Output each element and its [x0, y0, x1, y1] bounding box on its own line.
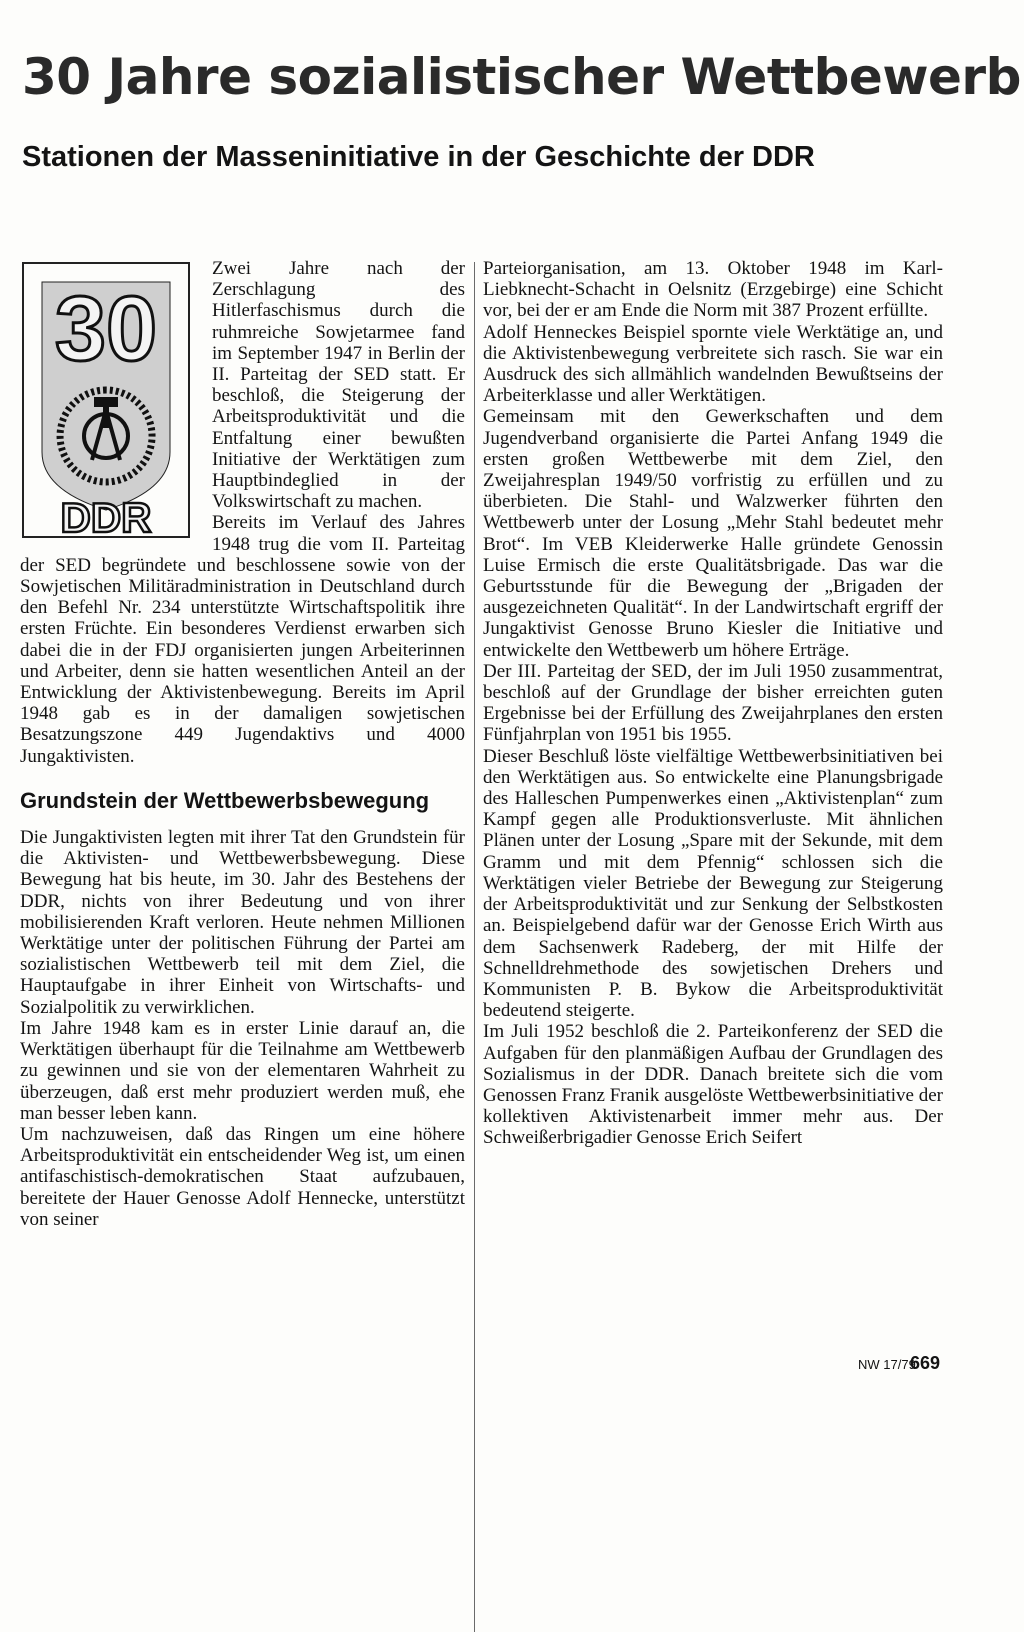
- body-paragraph: Im Jahre 1948 kam es in erster Linie darauf an, die Werktätigen überhaupt für die Teilnahme am Wettbewerb zu gewinnen und sie von der elementaren Wahrheit zu überzeugen, daß erst mehr produziert werden muß, ehe man besser leben kann.: [20, 1017, 465, 1124]
- emblem-number: 30: [54, 278, 158, 380]
- body-paragraph: Dieser Beschluß löste vielfältige Wettbewerbsinitiativen bei den Werktätigen aus. So entwickelte eine Planungsbrigade des Halleschen Pumpenwerkes einen „Aktivistenplan“ zum Kampf gegen alle Produktionsverluste. Mit ähnlichen Plänen unter der Losung „Spare mit der Sekunde, mit dem Gramm und mit dem Pfennig“ schlossen sich die Werktätigen vieler Betriebe der Bewegung zur Steigerung der Arbeitsproduktivität und zur Senkung der Selbstkosten an. Beispielgebend dafür war der Genosse Erich Wirth aus dem Sachsenwerk Radeberg, der mit Hilfe der Schnelldrehmethode des sowjetischen Drehers und Kommunisten P. B. Bykow die Arbeitsproduktivität bedeutend steigerte.: [483, 745, 943, 1022]
- left-column: [20, 258, 465, 1230]
- body-paragraph: Die Jungaktivisten legten mit ihrer Tat den Grundstein für die Aktivisten- und Wettbewerbsbewegung. Diese Bewegung hat bis heute, im 30. Jahr des Bestehens der DDR, nichts von ihrer Bedeutung und von ihrer mobilisierenden Kraft verloren. Heute nehmen Millionen Werktätige unter der politischen Führung der Partei am sozialistischen Wettbewerb teil mit dem Ziel, die Hauptaufgabe in ihrer Einheit von Wirtschafts- und Sozialpolitik zu verwirklichen.: [20, 827, 465, 1018]
- column-divider: [474, 262, 475, 1632]
- intro-paragraph: Zwei Jahre nach der Zerschlagung des Hitlerfaschismus durch die ruhmreiche Sowjetarmee fand im September 1947 in Berlin der II. Parteitag der SED statt. Er beschloß, die Steigerung der Arbeitsproduktivität und die Entfaltung einer bewußten Initiative der Werktätigen zum Hauptbindeglied in der Volkswirtschaft zu machen.: [212, 258, 465, 513]
- ddr-30-emblem: [20, 260, 192, 540]
- body-paragraph: Parteiorganisation, am 13. Oktober 1948 im Karl-Liebknecht-Schacht in Oelsnitz (Erzgebirge) eine Schicht vor, bei der er am Ende die Norm mit 387 Prozent erfüllte.: [483, 258, 943, 322]
- issue-reference: NW 17/79: [858, 1357, 916, 1372]
- section-heading: Grundstein der Wettbewerbsbewegung: [20, 787, 430, 813]
- body-paragraph: Bereits im Verlauf des Jahres 1948 trug die vom II. Parteitag der SED begründete und beschlossene sowie von der Sowjetischen Militäradministration in Deutschland durch den Befehl Nr. 234 unterstützte Wirtschaftspolitik ihre ersten Früchte. Ein besonderes Verdienst erwarben sich dabei die in der FDJ organisierten jungen Arbeiterinnen und Arbeiter, denn sie hatten wesentlichen Anteil an der Entwicklung der Aktivistenbewegung. Bereits im April 1948 gab es in der damaligen sowjetischen Besatzungszone 449 Jugendaktivs und 4000 Jungaktivisten.: [20, 512, 465, 767]
- emblem-country: DDR: [60, 494, 152, 540]
- body-paragraph: Gemeinsam mit den Gewerkschaften und dem Jugendverband organisierte die Partei Anfang 1949 die ersten großen Wettbewerbe mit dem Ziel, den Zweijahresplan 1949/50 vorfristig zu erfüllen und zu überbieten. Die Stahl- und Walzwerker führten den Wettbewerb unter der Losung „Mehr Stahl bedeutet mehr Brot“. Im VEB Kleiderwerke Halle gründete Genossin Luise Ermisch die erste Qualitätsbrigade. Das war die Geburtsstunde für die Bewegung der „Brigaden der ausgezeichneten Qualität“. In der Landwirtschaft ergriff der Jungaktivist Genosse Bruno Kiesler die Initiative und entwickelte den Wettbewerb um höhere Erträge.: [483, 406, 943, 661]
- page-number: 669: [910, 1353, 941, 1373]
- headline: 30 Jahre sozialistischer Wettbewerb: [22, 48, 1021, 106]
- body-paragraph: Adolf Henneckes Beispiel spornte viele Werktätige an, und die Aktivistenbewegung verbreitete sich rasch. Sie war ein Ausdruck des sich allmählich wandelnden Bewußtseins der Arbeiterklasse und aller Werktätigen.: [483, 321, 943, 407]
- body-paragraph: Im Juli 1952 beschloß die 2. Parteikonferenz der SED die Aufgaben für den planmäßigen Aufbau der Grundlagen des Sozialismus in der DDR. Danach breitete sich die vom Genossen Franz Franik ausgelöste Wettbewerbsinitiative der kollektiven Aktivistenarbeit immer mehr aus. Der Schweißerbrigadier Genosse Erich Seifert: [483, 1021, 943, 1149]
- right-column: [483, 258, 943, 1149]
- body-paragraph: Um nachzuweisen, daß das Ringen um eine höhere Arbeitsproduktivität ein entscheidender Weg ist, um einen antifaschistisch-demokratischen Staat aufzubauen, bereitete der Hauer Genosse Adolf Hennecke, unterstützt von seiner: [20, 1123, 465, 1230]
- subheadline: Stationen der Masseninitiative in der Geschichte der DDR: [22, 141, 815, 173]
- body-paragraph: Der III. Parteitag der SED, der im Juli 1950 zusammentrat, beschloß auf der Grundlage der bisher erreichten guten Ergebnisse bei der Erfüllung des Zweijahrplanes den ersten Fünfjahrplan von 1951 bis 1955.: [483, 660, 943, 746]
